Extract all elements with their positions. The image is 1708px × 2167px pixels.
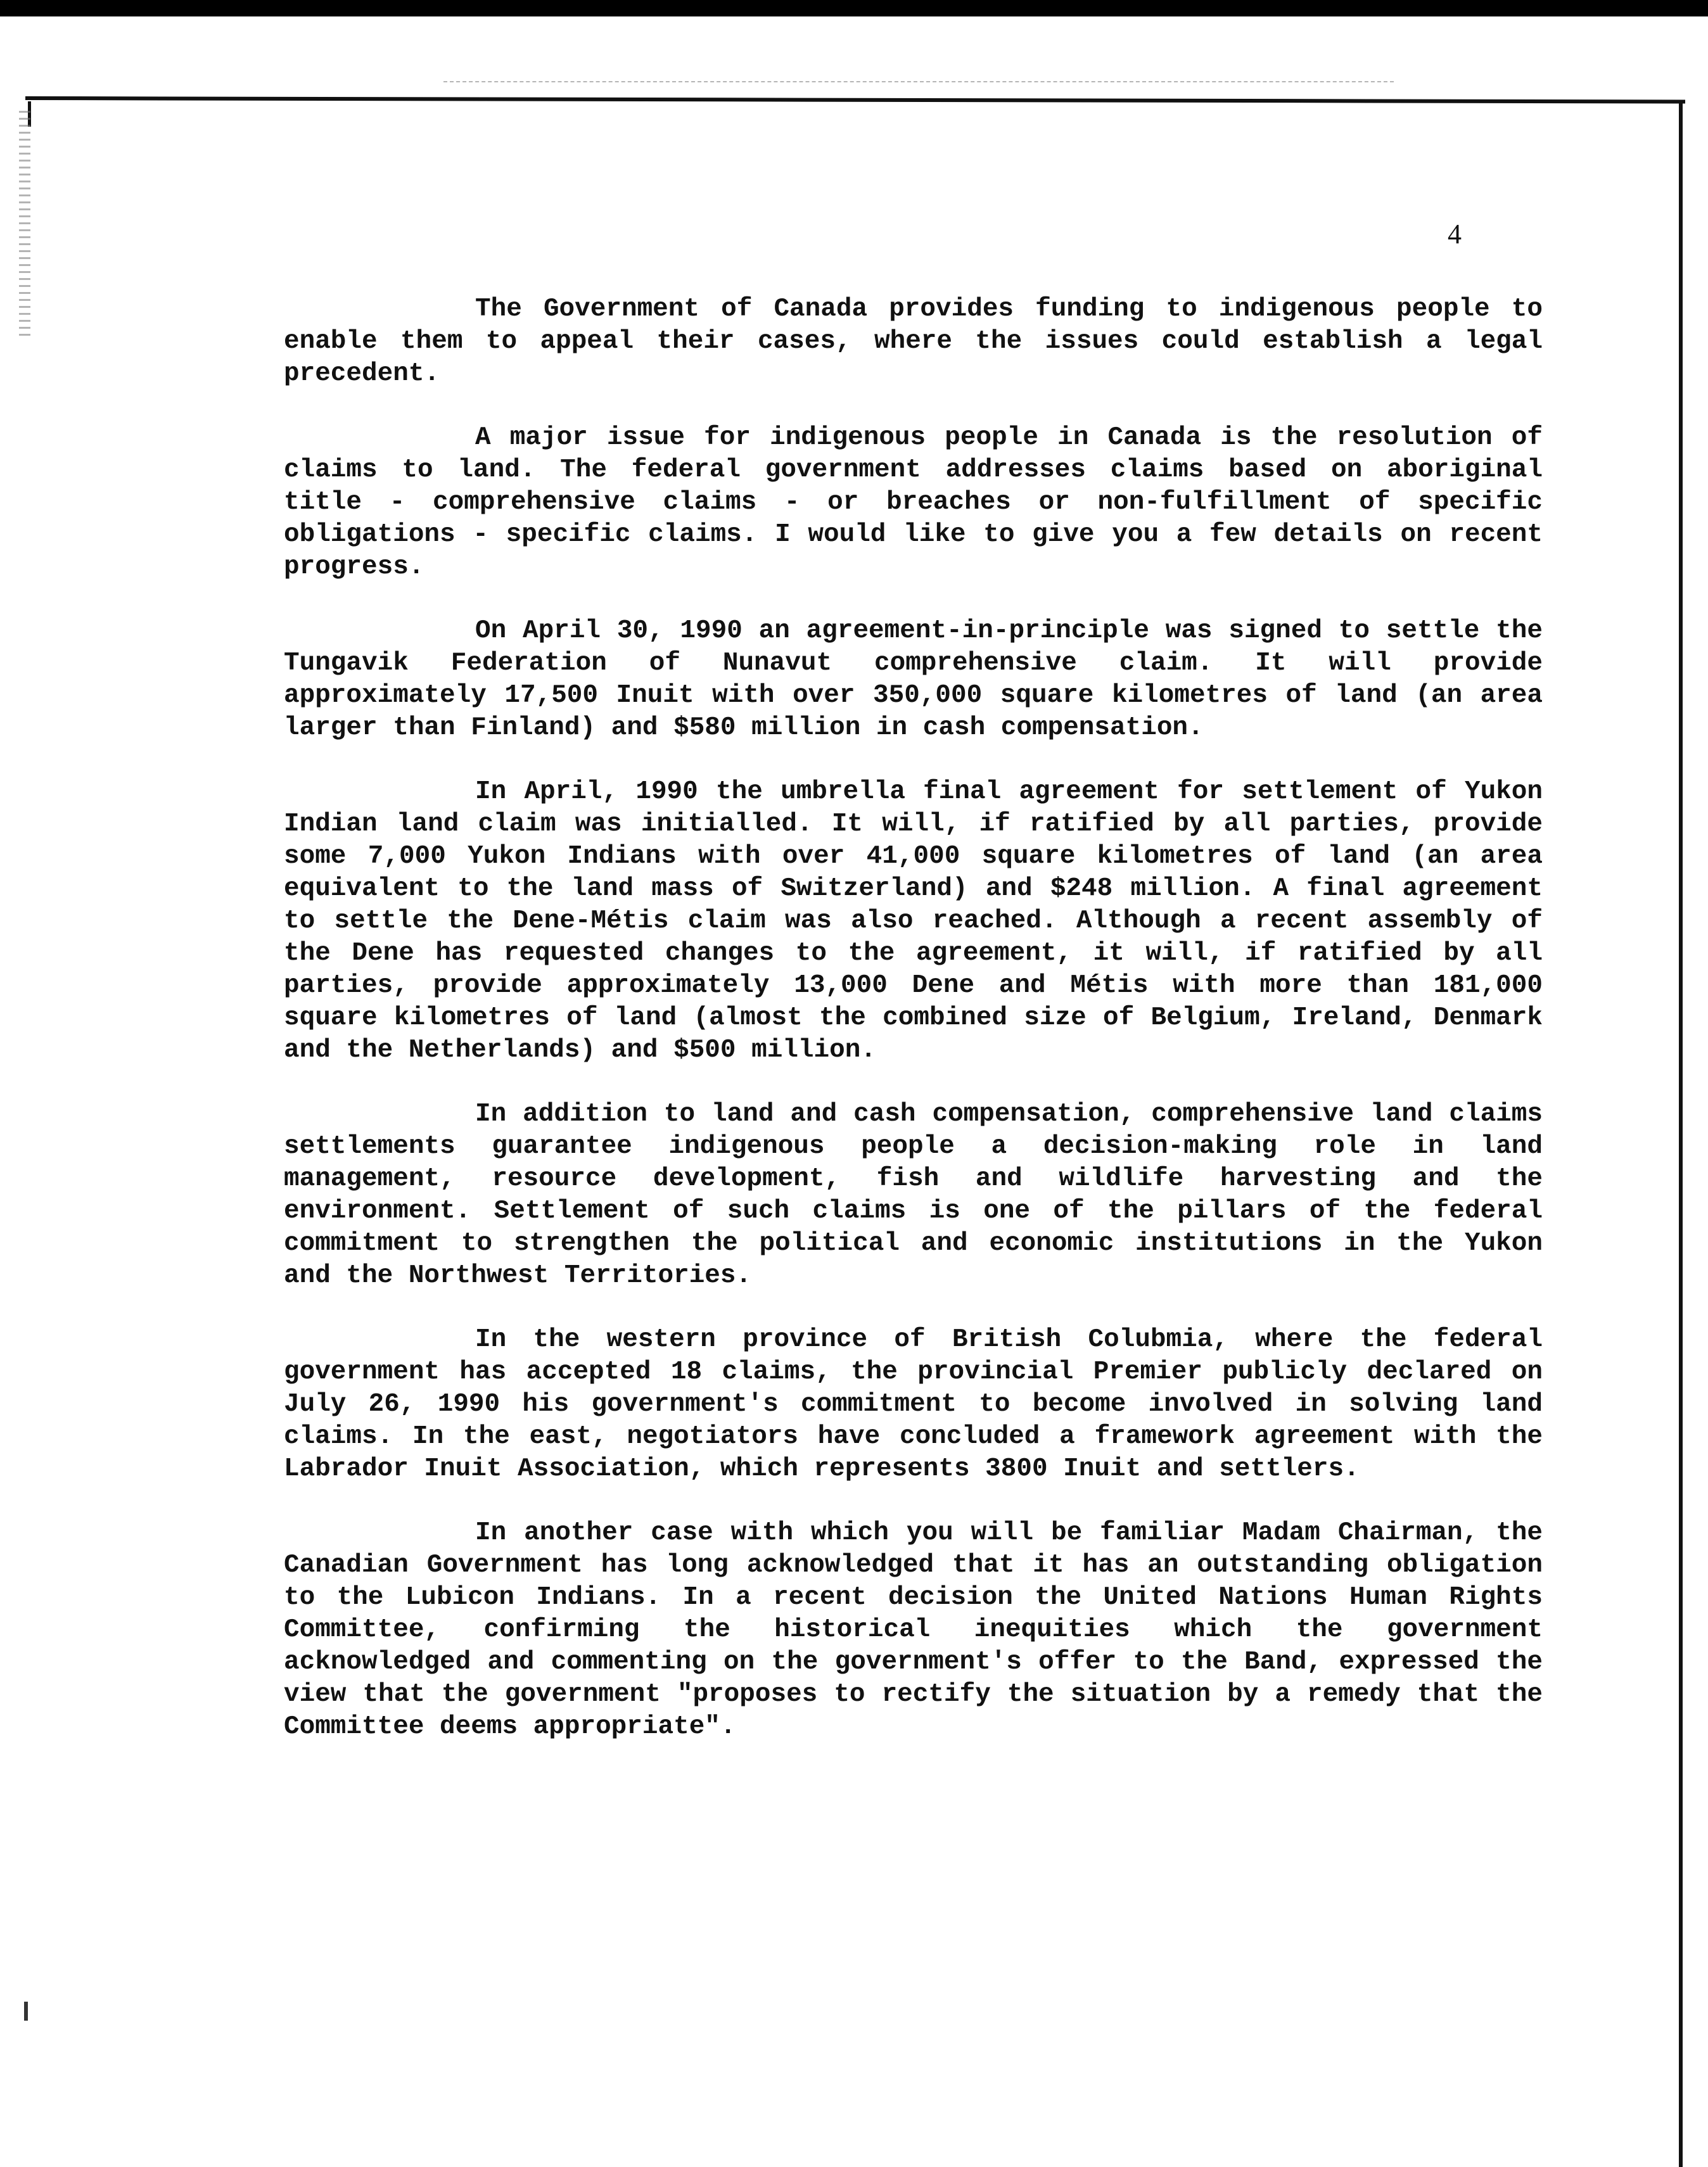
paragraph-yukon-dene-metis: In April, 1990 the umbrella final agreement for settlement of Yukon Indian land claim was initialled. It will, if ratified by all parties, provide some 7,000 Yukon Indians with over 41,000 square kilometres of land (an area equivalent to the land mass of Switzerland) and $248 million. A final agreement to settle the Dene-Métis claim was also reached. Although a recent assembly of the Dene has requested changes to the agreement, it will, if ratified by all parties, provide approximately 13,000 Dene and Métis with more than 181,000 square kilometres of land (almost the combined size of Belgium, Ireland, Denmark and the Netherlands) and $500 million.	[284, 777, 1543, 1065]
paragraph-british-columbia-labrador: In the western province of British Colubmia, where the federal government has accepted 18 claims, the provincial Premier publicly declared on July 26, 1990 his government's commitment to become involved in solving land claims. In the east, negotiators have concluded a framework agreement with the Labrador Inuit Association, which represents 3800 Inuit and settlers.	[284, 1325, 1543, 1484]
scan-top-edge	[0, 0, 1708, 16]
paragraph-lubicon-indians: In another case with which you will be familiar Madam Chairman, the Canadian Government has long acknowledged that it has an outstanding obligation to the Lubicon Indians. In a recent decision the United Nations Human Rights Committee, confirming the historical inequities which the government acknowledged and commenting on the government's offer to the Band, expressed the view that the government "proposes to rectify the situation by a remedy that the Committee deems appropriate".	[284, 1518, 1543, 1741]
paragraph-land-claims-overview: A major issue for indigenous people in Canada is the resolution of claims to land. The federal government addresses claims based on aboriginal title - comprehensive claims - or breaches or non-fulfillment of specific obligations - specific claims. I would like to give you a few details on recent progress.	[284, 423, 1543, 581]
document-body	[284, 293, 1543, 1743]
scan-left-edge-artifact	[19, 111, 30, 339]
scan-bottom-left-mark	[24, 2002, 28, 2021]
paragraph-settlement-role: In addition to land and cash compensation, comprehensive land claims settlements guarantee indigenous people a decision-making role in land management, resource development, fish and wildlife harvesting and the environment. Settlement of such claims is one of the pillars of the federal commitment to strengthen the political and economic institutions in the Yukon and the Northwest Territories.	[284, 1100, 1543, 1290]
paragraph-nunavut-agreement: On April 30, 1990 an agreement-in-principle was signed to settle the Tungavik Federation of Nunavut comprehensive claim. It will provide approximately 17,500 Inuit with over 350,000 square kilometres of land (an area larger than Finland) and $580 million in cash compensation.	[284, 616, 1543, 742]
page-frame-right-border	[1679, 100, 1683, 2167]
page-frame-top-border	[25, 96, 1685, 103]
paragraph-funding-appeals: The Government of Canada provides funding to indigenous people to enable them to appeal their cases, where the issues could establish a legal precedent.	[284, 295, 1543, 388]
scan-dashed-line	[443, 81, 1394, 82]
page-number: 4	[1448, 219, 1462, 250]
